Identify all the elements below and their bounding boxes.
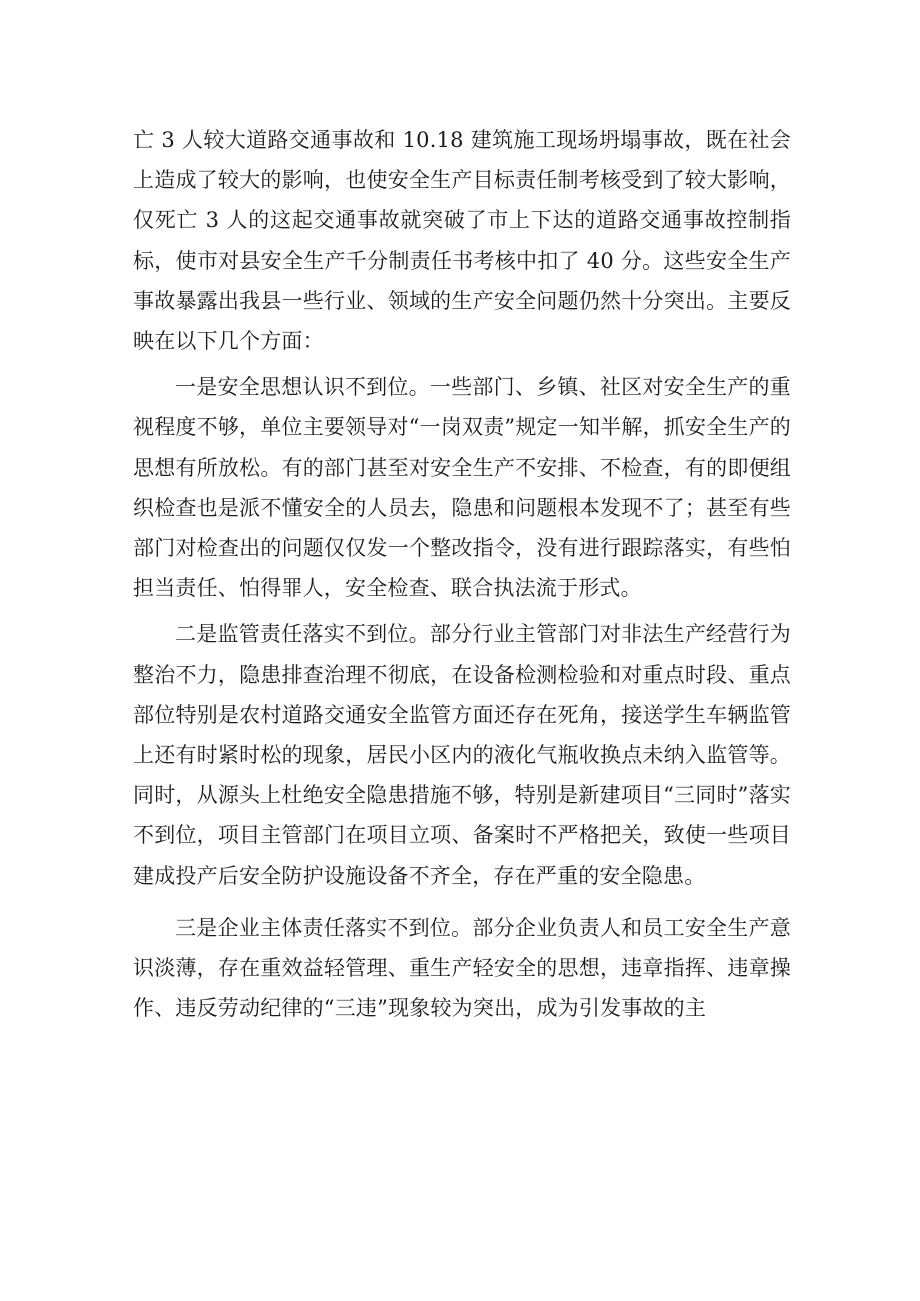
paragraph-3: 二是监管责任落实不到位。部分行业主管部门对非法生产经营行为整治不力，隐患排查治理不彻底，在设备检测检验和对重点时段、重点部位特别是农村道路交通安全监管方面还存在死角，接送学生车辆监管上还有时紧时松的现象，居民小区内的液化气瓶收换点未纳入监管等。同时，从源头上杜绝安全隐患措施不够，特别是新建项目“三同时”落实不到位，项目主管部门在项目立项、备案时不严格把关，致使一些项目建成投产后安全防护设施设备不齐全，存在严重的安全隐患。 bbox=[133, 622, 791, 888]
body-text bbox=[133, 120, 791, 1028]
paragraph-2: 一是安全思想认识不到位。一些部门、乡镇、社区对安全生产的重视程度不够，单位主要领导对“一岗双责”规定一知半解，抓安全生产的思想有所放松。有的部门甚至对安全生产不安排、不检查，有的即便组织检查也是派不懂安全的人员去，隐患和问题根本发现不了；甚至有些部门对检查出的问题仅仅发一个整改指令，没有进行跟踪落实，有些怕担当责任、怕得罪人，安全检查、联合执法流于形式。 bbox=[133, 375, 791, 601]
paragraph-4: 三是企业主体责任落实不到位。部分企业负责人和员工安全生产意识淡薄，存在重效益轻管理、重生产轻安全的思想，违章指挥、违章操作、违反劳动纪律的“三违”现象较为突出，成为引发事故的主 bbox=[133, 915, 791, 1021]
paragraph-spacer bbox=[133, 896, 791, 908]
paragraph-1: 亡 3 人较大道路交通事故和 10.18 建筑施工现场坍塌事故，既在社会上造成了较大的影响，也使安全生产目标责任制考核受到了较大影响，仅死亡 3 人的这起交通事故就突破了市上下达的道路交通事故控制指标，使市对县安全生产千分制责任书考核中扣了 40 分。这些安全生产事故暴露出我县一些行业、领域的生产安全问题仍然十分突出。主要反映在以下几个方面： bbox=[133, 128, 791, 354]
